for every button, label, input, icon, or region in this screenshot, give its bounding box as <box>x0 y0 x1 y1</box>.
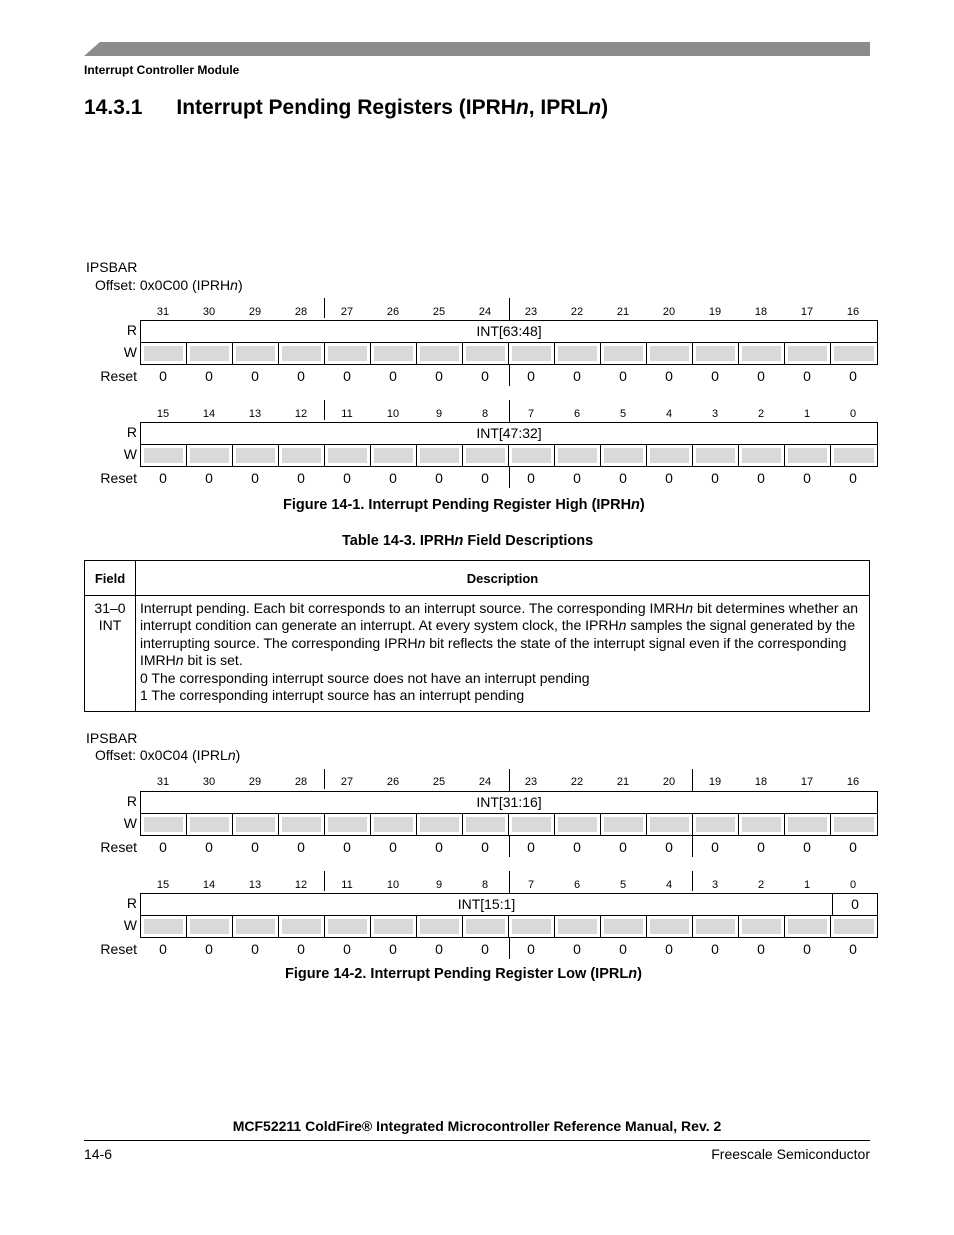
figure-caption: Figure 14-2. Interrupt Pending Register Low (IPRLn) <box>285 966 642 982</box>
bit-number: 15 <box>156 879 170 891</box>
description-cell <box>136 596 870 712</box>
bit-number: 9 <box>435 408 443 420</box>
reset-value: 0 <box>343 470 351 486</box>
description-paragraph: Interrupt pending. Each bit corresponds to an interrupt source. The corresponding IMRHn bit determines whether an interrupt condition can generate an interrupt. At every system clock, the IPRHn samples the signal generated by the interrupting source. The corresponding IPRHn bit reflects the state of the interrupt signal even if the corresponding IMRHn bit is set. <box>140 600 859 669</box>
bit-number: 24 <box>478 776 492 788</box>
bit-number: 13 <box>248 879 262 891</box>
table-title: Table 14-3. IPRHn Field Descriptions <box>342 533 594 549</box>
bit-number: 24 <box>478 306 492 318</box>
field-bits: 31–0 <box>94 600 126 616</box>
reset-value: 0 <box>573 839 581 855</box>
description-option-1: 1 The corresponding interrupt source has an interrupt pending <box>140 687 525 704</box>
row-label-reset: Reset <box>100 368 137 384</box>
bit-number: 7 <box>527 408 535 420</box>
field-description-table <box>84 560 870 712</box>
section-title <box>84 96 608 120</box>
reset-value: 0 <box>619 368 627 384</box>
bit-number: 14 <box>202 408 216 420</box>
bit-number: 5 <box>619 879 627 891</box>
bit-number: 6 <box>573 879 581 891</box>
bit-number: 0 <box>849 879 857 891</box>
bit-number: 1 <box>803 408 811 420</box>
bit-number: 0 <box>849 408 857 420</box>
bit-number: 31 <box>156 776 170 788</box>
field-int-47-32: INT[47:32] <box>140 422 878 445</box>
reset-value: 0 <box>251 839 259 855</box>
offset-label: Offset: 0x0C00 (IPRHn) <box>95 277 243 293</box>
reset-value: 0 <box>297 368 305 384</box>
figure-caption: Figure 14-1. Interrupt Pending Register High (IPRHn) <box>283 497 645 513</box>
reset-value: 0 <box>159 941 167 957</box>
row-label-w: W <box>123 446 137 462</box>
bit-number: 4 <box>665 879 673 891</box>
reset-value: 0 <box>435 839 443 855</box>
reset-value: 0 <box>803 470 811 486</box>
title-italic-n: n <box>515 96 529 119</box>
reset-value: 0 <box>849 470 857 486</box>
reset-value: 0 <box>573 368 581 384</box>
reset-value: 0 <box>619 941 627 957</box>
bit-number: 25 <box>432 776 446 788</box>
reset-value: 0 <box>435 470 443 486</box>
reset-value: 0 <box>711 839 719 855</box>
reset-value: 0 <box>757 941 765 957</box>
reset-value: 0 <box>757 839 765 855</box>
bit-number: 12 <box>294 408 308 420</box>
section-title-text: Interrupt Pending Registers (IPRH <box>176 96 516 119</box>
reset-value: 0 <box>665 839 673 855</box>
bit-number: 8 <box>481 879 489 891</box>
reset-value: 0 <box>665 368 673 384</box>
reset-value: 0 <box>573 470 581 486</box>
bit-number: 30 <box>202 776 216 788</box>
reset-value: 0 <box>343 839 351 855</box>
footer-title: MCF52211 ColdFire® Integrated Microcontroller Reference Manual, Rev. 2 <box>232 1118 722 1134</box>
description-option-0: 0 The corresponding interrupt source does not have an interrupt pending <box>140 669 590 686</box>
footer-rule <box>84 1140 870 1141</box>
field-bit-0: 0 <box>832 893 878 916</box>
bit-number: 13 <box>248 408 262 420</box>
reset-value: 0 <box>389 470 397 486</box>
reset-value: 0 <box>711 941 719 957</box>
title-post: ) <box>601 96 609 119</box>
bit-number: 3 <box>711 408 719 420</box>
reset-value: 0 <box>481 941 489 957</box>
bit-number: 19 <box>708 306 722 318</box>
bit-number: 29 <box>248 776 262 788</box>
reset-value: 0 <box>251 368 259 384</box>
bit-number: 9 <box>435 879 443 891</box>
bit-number: 17 <box>800 776 814 788</box>
reset-value: 0 <box>297 839 305 855</box>
reset-value: 0 <box>297 470 305 486</box>
bit-number: 11 <box>341 879 353 891</box>
bit-number: 12 <box>294 879 308 891</box>
reset-value: 0 <box>711 368 719 384</box>
row-label-reset: Reset <box>100 839 137 855</box>
reset-value: 0 <box>159 368 167 384</box>
reset-value: 0 <box>389 839 397 855</box>
bit-number: 11 <box>341 408 353 420</box>
field-int-63-48: INT[63:48] <box>140 320 878 343</box>
bit-number: 19 <box>708 776 722 788</box>
reset-value: 0 <box>159 470 167 486</box>
bit-number: 21 <box>616 776 630 788</box>
bit-number: 16 <box>846 306 860 318</box>
table-header-row <box>85 561 870 596</box>
reset-value: 0 <box>849 368 857 384</box>
reset-value: 0 <box>849 941 857 957</box>
bit-number: 22 <box>570 776 584 788</box>
bit-number: 6 <box>573 408 581 420</box>
row-label-reset: Reset <box>100 941 137 957</box>
reset-value: 0 <box>343 368 351 384</box>
running-head: Interrupt Controller Module <box>84 63 240 77</box>
bit-number: 28 <box>294 776 308 788</box>
reset-value: 0 <box>757 470 765 486</box>
section-number: 14.3.1 <box>84 96 143 119</box>
reset-value: 0 <box>803 839 811 855</box>
row-label-reset: Reset <box>100 470 137 486</box>
bit-number: 5 <box>619 408 627 420</box>
nibble-divider <box>324 400 325 420</box>
reset-value: 0 <box>159 839 167 855</box>
row-label-r: R <box>126 793 137 809</box>
base-label: IPSBAR <box>86 259 138 275</box>
bit-number: 27 <box>340 776 354 788</box>
bit-number: 14 <box>202 879 216 891</box>
bit-number: 17 <box>800 306 814 318</box>
bit-number: 26 <box>386 306 400 318</box>
nibble-divider <box>324 298 325 318</box>
reset-value: 0 <box>573 941 581 957</box>
offset-label: Offset: 0x0C04 (IPRLn) <box>95 747 241 763</box>
bit-number: 23 <box>524 306 538 318</box>
title-italic-n2: n <box>588 96 602 119</box>
nibble-divider <box>324 769 325 789</box>
reset-value: 0 <box>665 941 673 957</box>
bit-number: 2 <box>757 408 765 420</box>
bit-number: 15 <box>156 408 170 420</box>
reset-value: 0 <box>297 941 305 957</box>
field-int-31-16: INT[31:16] <box>140 791 878 814</box>
bit-number: 31 <box>156 306 170 318</box>
reset-value: 0 <box>481 368 489 384</box>
field-cell <box>85 596 136 712</box>
reset-value: 0 <box>849 839 857 855</box>
bit-number: 1 <box>803 879 811 891</box>
reset-value: 0 <box>481 470 489 486</box>
nibble-divider <box>324 871 325 891</box>
row-label-w: W <box>123 917 137 933</box>
bit-number: 8 <box>481 408 489 420</box>
reset-value: 0 <box>527 941 535 957</box>
bit-number: 2 <box>757 879 765 891</box>
base-label: IPSBAR <box>86 730 138 746</box>
reset-value: 0 <box>343 941 351 957</box>
row-label-r: R <box>126 895 137 911</box>
row-label-r: R <box>126 322 137 338</box>
bit-number: 4 <box>665 408 673 420</box>
reset-value: 0 <box>527 470 535 486</box>
bit-number: 21 <box>616 306 630 318</box>
bit-number: 18 <box>754 306 768 318</box>
bit-number: 25 <box>432 306 446 318</box>
company-name: Freescale Semiconductor <box>711 1146 870 1162</box>
bit-number: 26 <box>386 776 400 788</box>
row-label-w: W <box>123 815 137 831</box>
bit-number: 28 <box>294 306 308 318</box>
reset-value: 0 <box>435 941 443 957</box>
title-mid: , IPRL <box>528 96 589 119</box>
reset-value: 0 <box>665 470 673 486</box>
reset-value: 0 <box>205 941 213 957</box>
bit-number: 3 <box>711 879 719 891</box>
field-int-15-1: INT[15:1] <box>140 893 833 916</box>
bit-number: 27 <box>340 306 354 318</box>
bit-number: 23 <box>524 776 538 788</box>
reset-value: 0 <box>711 470 719 486</box>
reset-value: 0 <box>481 839 489 855</box>
bit-number: 30 <box>202 306 216 318</box>
col-header-field: Field <box>85 561 136 596</box>
nibble-divider <box>692 871 693 891</box>
bit-number: 22 <box>570 306 584 318</box>
reset-value: 0 <box>251 941 259 957</box>
col-header-description: Description <box>136 561 870 596</box>
reset-value: 0 <box>389 941 397 957</box>
row-label-w: W <box>123 344 137 360</box>
bit-number: 18 <box>754 776 768 788</box>
reset-value: 0 <box>757 368 765 384</box>
reset-value: 0 <box>803 941 811 957</box>
bit-number: 20 <box>662 776 676 788</box>
reset-value: 0 <box>205 470 213 486</box>
header-bar <box>84 42 870 56</box>
reset-value: 0 <box>803 368 811 384</box>
reset-value: 0 <box>527 839 535 855</box>
reset-value: 0 <box>619 470 627 486</box>
field-name: INT <box>98 617 122 633</box>
table-row <box>85 596 870 712</box>
reset-value: 0 <box>619 839 627 855</box>
reset-value: 0 <box>389 368 397 384</box>
bit-number: 16 <box>846 776 860 788</box>
reset-value: 0 <box>205 839 213 855</box>
page-number: 14-6 <box>84 1146 113 1162</box>
reset-value: 0 <box>205 368 213 384</box>
bit-number: 29 <box>248 306 262 318</box>
reset-value: 0 <box>251 470 259 486</box>
bit-number: 20 <box>662 306 676 318</box>
bit-number: 10 <box>386 408 400 420</box>
bit-number: 10 <box>386 879 400 891</box>
row-label-r: R <box>126 424 137 440</box>
reset-value: 0 <box>527 368 535 384</box>
reset-value: 0 <box>435 368 443 384</box>
bit-number: 7 <box>527 879 535 891</box>
